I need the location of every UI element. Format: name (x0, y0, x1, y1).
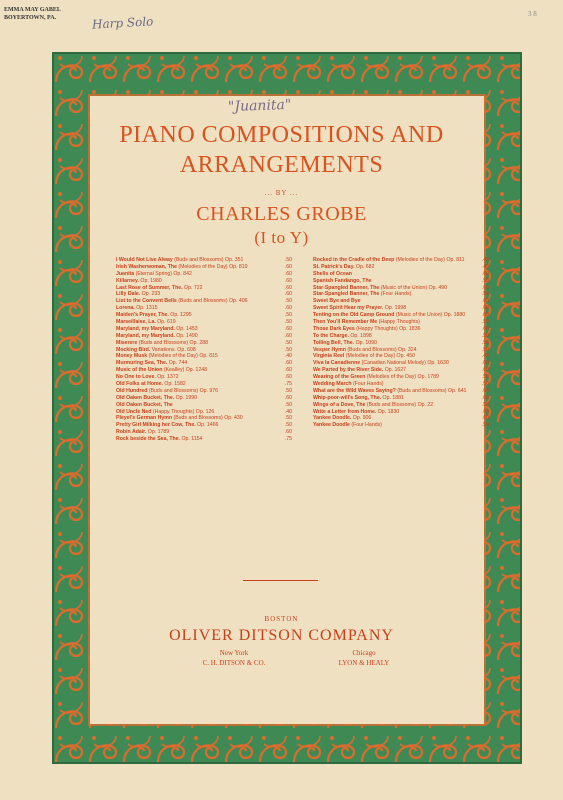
entry-price: .40 (481, 257, 489, 263)
entry-price: .50 (481, 339, 489, 346)
catalog-left-column (116, 257, 292, 443)
entry-price: .60 (284, 374, 292, 381)
entry-price: .50 (284, 319, 292, 326)
entry-price: .60 (284, 270, 292, 277)
catalog-entry (116, 319, 292, 325)
entry-title: What are the Wild Waves Saying? (313, 387, 396, 394)
entry-title: Maryland, my Maryland. (116, 325, 175, 332)
entry-detail: (Buds and Blossoms) Op. 288 (137, 339, 208, 346)
catalog-entry (313, 347, 489, 353)
entry-title: Old Oaken Bucket, The. (116, 394, 175, 401)
agent-city: Chicago (352, 649, 376, 657)
catalog-entry (116, 367, 292, 373)
entry-title: Old Oaken Bucket, The (116, 401, 173, 408)
entry-title: Shells of Ocean (313, 270, 352, 277)
entry-title: We Parted by the River Side. (313, 367, 384, 374)
catalog-entry (116, 353, 292, 359)
entry-detail: Op. 1154 (180, 436, 203, 443)
entry-title: Those Dark Eyes (313, 325, 355, 332)
catalog-entry (313, 388, 489, 394)
entry-price: .60 (481, 360, 489, 367)
entry-price: .60 (284, 263, 292, 270)
entry-detail: (Melodies of the Day) Op. 1789 (365, 374, 439, 381)
catalog-entry (116, 429, 292, 435)
catalog-entry (313, 278, 489, 284)
catalog-entry (313, 353, 489, 359)
entry-detail: (Buds and Blossoms) Op. 22 (365, 401, 434, 408)
catalog-entry (116, 409, 292, 415)
catalog-entry (116, 340, 292, 346)
entry-price: .50 (284, 257, 292, 263)
entry-detail: (Four Hands) (351, 381, 384, 388)
entry-title: Then You'll Remember Me (313, 319, 378, 326)
entry-title: Viva la Canadienne (313, 360, 361, 367)
entry-detail: (Four Hands) (379, 291, 412, 298)
entry-title: Music of the Union (116, 367, 163, 374)
catalog-entry (313, 305, 489, 311)
catalog-entry (116, 278, 292, 284)
entry-title: Yankee Doodle (313, 422, 350, 429)
entry-detail: (Four Hands) (349, 422, 382, 429)
entry-detail: Op. 744 (167, 360, 188, 367)
catalog-entry (116, 402, 292, 408)
entry-price: .60 (284, 394, 292, 401)
entry-price: .40 (481, 353, 489, 360)
catalog-entry (116, 436, 292, 442)
entry-price: .60 (481, 305, 489, 312)
corner-number: 3 8 (528, 10, 537, 18)
catalog-entry (313, 402, 489, 408)
entry-title: Maryland, my Maryland. (116, 332, 175, 339)
entry-price: .60 (481, 387, 489, 394)
catalog-entry (116, 374, 292, 380)
stamp-name: EMMA MAY GABEL (4, 7, 61, 13)
entry-title: Star-Spangled Banner, The (313, 291, 380, 298)
entry-detail: (Happy Thoughts) Op. 1836 (354, 325, 421, 332)
entry-detail: (Buds and Blossoms) Op. 324 (345, 346, 417, 353)
handwritten-title: "Juanita" (227, 96, 292, 116)
agent-name: LYON & HEALY (338, 659, 390, 667)
entry-title: Mocking Bird. (116, 346, 151, 353)
entry-title: Star-Spangled Banner, The (313, 284, 380, 291)
title-line-2: ARRANGEMENTS (179, 152, 384, 178)
entry-price: .50 (284, 422, 292, 429)
pencil-note: Harp Solo (91, 14, 154, 32)
entry-detail: Op. 619 (155, 319, 176, 326)
entry-price: .75 (284, 381, 292, 388)
entry-title: Write a Letter from Home. (313, 408, 377, 415)
entry-title: Sweet Bye and Bye (313, 298, 361, 305)
entry-price: .40 (481, 263, 489, 270)
entry-price: .50 (481, 374, 489, 381)
catalog-entry (313, 415, 489, 421)
entry-price: .60 (284, 429, 292, 436)
entry-detail: Op. 906 (351, 415, 372, 422)
agent-city: New York (219, 649, 249, 657)
entry-price: .50 (284, 312, 292, 319)
catalog-entry (313, 264, 489, 270)
entry-title: No One to Love. (116, 374, 156, 381)
entry-detail: Op. 233 (140, 291, 161, 298)
entry-title: Murmuring Sea, The. (116, 360, 168, 367)
entry-price: .60 (481, 415, 489, 422)
entry-detail: (Buds and Blossoms) Op. 430 (172, 415, 243, 422)
entry-title: Old Hundred (116, 387, 148, 394)
catalog-entry (313, 422, 489, 428)
entry-detail: Op. 1980 (138, 277, 162, 284)
entry-price: .50 (481, 332, 489, 339)
entry-price: .60 (481, 298, 489, 305)
catalog-entry (313, 395, 489, 401)
entry-title: Killarney. (116, 277, 139, 284)
catalog-entry (116, 333, 292, 339)
entry-detail: Op. 1627 (383, 367, 407, 374)
entry-detail: Op. 1789 (146, 429, 170, 436)
entry-title: Miserere (116, 339, 138, 346)
entry-detail: Op. 1490 (174, 332, 198, 339)
entry-detail: Op. 1990 (174, 394, 198, 401)
entry-detail: (Music of the Union) Op. 490 (379, 284, 448, 291)
entry-detail: (Music of the Union) Op. 1880 (394, 312, 466, 319)
entry-detail: (Buds and Blossoms) Op. 641 (395, 387, 467, 394)
agent-name: C. H. DITSON & CO. (202, 659, 266, 667)
entry-title: Whip-poor-will's Song, The. (313, 394, 382, 401)
entry-price: .50 (481, 346, 489, 353)
entry-detail: Op. 722 (182, 284, 203, 291)
entry-price: .50 (481, 277, 489, 284)
catalog-entry (116, 326, 292, 332)
entry-price: .40 (284, 408, 292, 415)
entry-detail: Op. 1295 (168, 312, 192, 319)
entry-price: .60 (284, 367, 292, 374)
catalog-entry (313, 291, 489, 297)
entry-detail: Op. 1898 (348, 332, 372, 339)
entry-title: To the Charge. (313, 332, 349, 339)
entry-detail: (Buds and Blossoms) Op. 976 (147, 387, 219, 394)
catalog-entry (313, 381, 489, 387)
entry-price: .50 (481, 291, 489, 298)
entry-price: .50 (284, 346, 292, 353)
entry-detail: (Kealley) Op. 1248 (162, 367, 208, 374)
publisher-city: BOSTON (264, 615, 299, 623)
entry-title: Rock beside the Sea, The. (116, 436, 181, 443)
entry-title: Tolling Bell, The. (313, 339, 355, 346)
entry-title: Money Musk (116, 353, 148, 360)
catalog-entry (116, 422, 292, 428)
entry-title: Old Uncle Ned (116, 408, 152, 415)
entry-title: I Would Not Live Alway (116, 257, 173, 263)
by-line: ... BY ... (264, 189, 299, 197)
entry-detail: (Happy Thoughts) Op. 126 (151, 408, 215, 415)
entry-title: Virginia Reel (313, 353, 345, 360)
entry-title: Tenting on the Old Camp Ground (313, 312, 395, 319)
entry-title: Wearing of the Green (313, 374, 366, 381)
catalog-entry (116, 257, 292, 263)
catalog-entry (116, 395, 292, 401)
catalog-entry (313, 374, 489, 380)
entry-price: .50 (481, 381, 489, 388)
composer-name: CHARLES GROBE (196, 203, 367, 225)
entry-title: Vesper Hymn (313, 346, 346, 353)
entry-title: Wedding March (313, 381, 352, 388)
entry-price: .60 (481, 394, 489, 401)
entry-detail: Op. 1830 (376, 408, 400, 415)
divider-rule (243, 580, 318, 581)
entry-detail: Op. 1998 (383, 305, 407, 312)
entry-price: .60 (284, 325, 292, 332)
catalog-entry (116, 291, 292, 297)
catalog-entry (116, 360, 292, 366)
entry-title: Robin Adair. (116, 429, 147, 436)
catalog-entry (313, 285, 489, 291)
entry-title: St. Patrick's Day. (313, 263, 355, 270)
publisher-name: OLIVER DITSON COMPANY (169, 627, 394, 644)
catalog-entry (116, 415, 292, 421)
entry-detail: Op. 682 (354, 263, 375, 270)
entry-price: .60 (284, 277, 292, 284)
catalog-entry (116, 305, 292, 311)
catalog-entry (116, 264, 292, 270)
entry-price: .60 (284, 332, 292, 339)
catalog-entry (116, 388, 292, 394)
agent-chicago (304, 648, 424, 668)
entry-detail: (Melodies of the Day) Op. 811 (394, 257, 465, 263)
entry-price: .60 (481, 408, 489, 415)
stamp-town: BOYERTOWN, PA. (4, 15, 57, 21)
entry-price: .50 (284, 298, 292, 305)
title-range: (I to Y) (254, 228, 309, 247)
entry-detail: Op. 1090 (354, 339, 377, 346)
entry-title: Wings of a Dove, The (313, 401, 366, 408)
entry-detail: Variations. Op. 608 (150, 346, 196, 353)
agent-new-york (174, 648, 294, 668)
entry-title: List to the Convent Bells (116, 298, 177, 305)
entry-detail: Op. 1453 (174, 325, 198, 332)
catalog-entry (313, 326, 489, 332)
entry-price: .60 (284, 305, 292, 312)
entry-title: Sweet Spirit Hear my Prayer. (313, 305, 384, 312)
entry-price: .40 (284, 353, 292, 360)
entry-detail: (Canadian National Melody) Op. 1630 (360, 360, 449, 367)
entry-detail: (Melodies of the Day) Op. 819 (176, 263, 248, 270)
catalog-entry (313, 257, 489, 263)
catalog-entry (116, 312, 292, 318)
entry-detail: (Melodies of the Day) Op. 815 (147, 353, 218, 360)
catalog-entry (313, 360, 489, 366)
entry-title: Irish Washerwoman, The (116, 263, 177, 270)
entry-detail: (Happy Thoughts) (377, 319, 421, 326)
catalog-entry (116, 381, 292, 387)
catalog-entry (116, 285, 292, 291)
entry-title: Last Rose of Summer, The. (116, 284, 183, 291)
entry-price: .50 (481, 319, 489, 326)
entry-price: .50 (284, 339, 292, 346)
catalog-entry (313, 319, 489, 325)
entry-price: .60 (481, 312, 489, 319)
entry-detail: Op. 1315 (134, 305, 158, 312)
catalog-entry (116, 347, 292, 353)
entry-detail: (Buds and Blossoms) Op. 351 (172, 257, 244, 263)
entry-title: Juanita (116, 270, 135, 277)
owner-stamp (4, 6, 61, 22)
entry-detail: (Buds and Blossoms) Op. 406 (176, 298, 248, 305)
entry-price: .60 (284, 284, 292, 291)
catalog-entry (313, 312, 489, 318)
catalog-entry (313, 271, 489, 277)
entry-title: Maiden's Prayer, The. (116, 312, 169, 319)
entry-price: .50 (284, 387, 292, 394)
title-line-1: PIANO COMPOSITIONS AND (119, 122, 444, 148)
entry-price: .50 (284, 401, 292, 408)
catalog-right-column (313, 257, 489, 429)
entry-price: .60 (481, 325, 489, 332)
entry-price: .60 (481, 284, 489, 291)
entry-title: Old Folks at Home. (116, 381, 163, 388)
catalog-entry (313, 340, 489, 346)
entry-price: .50 (481, 401, 489, 408)
entry-title: Spanish Fandango, The (313, 277, 372, 284)
entry-price: .50 (284, 415, 292, 422)
entry-price: .50 (481, 422, 489, 429)
entry-price: .75 (284, 436, 292, 443)
entry-title: Marseillaise, La. (116, 319, 156, 326)
entry-title: Pleyel's German Hymn (116, 415, 173, 422)
entry-title: Pretty Girl Milking her Cow, The. (116, 422, 196, 429)
catalog-entry (116, 271, 292, 277)
catalog-entry (313, 333, 489, 339)
catalog-entry (116, 298, 292, 304)
entry-detail: Op. 1582 (162, 381, 186, 388)
entry-title: Yankee Doodle. (313, 415, 352, 422)
entry-detail: (Melodies of the Day) Op. 450 (344, 353, 415, 360)
entry-detail: Op. 1466 (195, 422, 219, 429)
entry-detail: (Eternal Spring) Op. 842 (134, 270, 192, 277)
catalog-entry (313, 367, 489, 373)
entry-title: Rocked in the Cradle of the Deep (313, 257, 395, 263)
entry-price: .60 (284, 360, 292, 367)
entry-detail: Op. 1372 (155, 374, 179, 381)
catalog-entry (313, 298, 489, 304)
entry-price: .60 (284, 291, 292, 298)
entry-title: Lorena. (116, 305, 135, 312)
catalog-entry (313, 409, 489, 415)
entry-title: Lilly Dale. (116, 291, 141, 298)
entry-price: .60 (481, 367, 489, 374)
entry-price: .60 (481, 270, 489, 277)
entry-detail: Op. 1881 (381, 394, 404, 401)
